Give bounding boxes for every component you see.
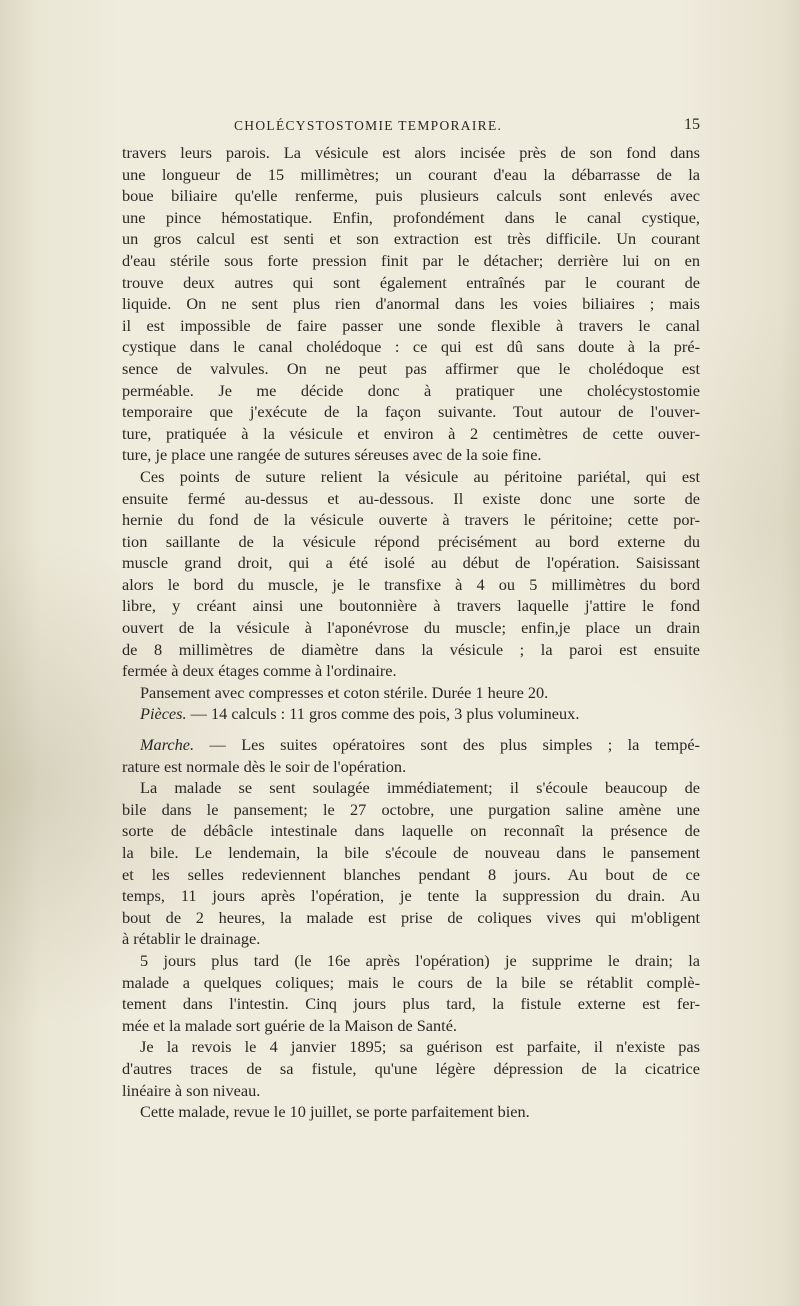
text-line: perméable. Je me décide donc à pratiquer une cholécystostomie bbox=[122, 380, 700, 400]
pieces-label: Pièces. bbox=[140, 704, 187, 724]
text-line: malade a quelques coliques; mais le cours de la bile se rétablit complè- bbox=[122, 972, 700, 992]
text-line: La malade se sent soulagée immédiatement; il s'écoule beaucoup de bbox=[140, 778, 700, 798]
text-line: un gros calcul est senti et son extraction est très difficile. Un courant bbox=[122, 229, 700, 249]
text-line: sorte de débâcle intestinale dans laquelle on reconnaît la présence de bbox=[122, 821, 700, 841]
text-line: boue biliaire qu'elle renferme, puis plusieurs calculs sont enlevés avec bbox=[122, 186, 700, 206]
text-line: et les selles redeviennent blanches pendant 8 jours. Au bout de ce bbox=[122, 864, 700, 884]
text-line: bile dans le pansement; le 27 octobre, une purgation saline amène une bbox=[122, 799, 700, 819]
text-line: Je la revois le 4 janvier 1895; sa guérison est parfaite, il n'existe pas bbox=[140, 1037, 700, 1057]
paragraph-gap bbox=[122, 725, 700, 734]
page-header bbox=[122, 116, 700, 138]
text-line: tion saillante de la vésicule répond précisément au bord externe du bbox=[122, 531, 700, 551]
text-line: il est impossible de faire passer une sonde flexible à travers le canal bbox=[122, 315, 700, 335]
text-line: mée et la malade sort guérie de la Maison de Santé. bbox=[122, 1015, 457, 1035]
text-line: Cette malade, revue le 10 juillet, se porte parfaitement bien. bbox=[140, 1102, 530, 1122]
text-line: d'eau stérile sous forte pression finit par le détacher; derrière lui on en bbox=[122, 250, 700, 270]
text-line: cystique dans le canal cholédoque : ce qui est dû sans doute à la pré- bbox=[122, 337, 700, 357]
page-number: 15 bbox=[684, 116, 700, 133]
text-line: alors le bord du muscle, je le transfixe à 4 ou 5 millimètres du bord bbox=[122, 574, 700, 594]
text-line: muscle grand droit, qui a été isolé au début de l'opération. Saisissant bbox=[122, 553, 700, 573]
text-line: une longueur de 15 millimètres; un courant d'eau la débarrasse de la bbox=[122, 164, 700, 184]
text-line: sence de valvules. On ne peut pas affirmer que le cholédoque est bbox=[122, 358, 700, 378]
paragraph-operation bbox=[122, 142, 700, 725]
text-line: liquide. On ne sent plus rien d'anormal dans les voies biliaires ; mais bbox=[122, 294, 700, 314]
text-line: d'autres traces de sa fistule, qu'une légère dépression de la cicatrice bbox=[122, 1058, 700, 1078]
body-text bbox=[122, 142, 700, 1123]
text-line: Pansement avec compresses et coton stérile. Durée 1 heure 20. bbox=[140, 682, 549, 702]
running-title: CHOLÉCYSTOSTOMIE TEMPORAIRE. bbox=[234, 118, 503, 133]
marche-text: — Les suites opératoires sont des plus simples ; la tempé- bbox=[209, 735, 700, 755]
text-line: de 8 millimètres de diamètre dans la vésicule ; la paroi est ensuite bbox=[122, 639, 700, 659]
text-line: Ces points de suture relient la vésicule au péritoine pariétal, qui est bbox=[140, 466, 700, 486]
text-line: 5 jours plus tard (le 16e après l'opération) je supprime le drain; la bbox=[140, 950, 700, 970]
text-line: ture, je place une rangée de sutures séreuses avec de la soie fine. bbox=[122, 445, 542, 465]
text-line: linéaire à son niveau. bbox=[122, 1080, 261, 1100]
pieces-line bbox=[122, 703, 700, 725]
text-line: temporaire que j'exécute de la façon suivante. Tout autour de l'ouver- bbox=[122, 402, 700, 422]
text-line: libre, y créant ainsi une boutonnière à travers laquelle j'attire le fond bbox=[122, 596, 700, 616]
text-line: ture, pratiquée à la vésicule et environ à 2 centimètres de cette ouver- bbox=[122, 423, 700, 443]
marche-label: Marche. bbox=[140, 735, 195, 755]
text-line: la bile. Le lendemain, la bile s'écoule de nouveau dans le pansement bbox=[122, 843, 700, 862]
text-line: hernie du fond de la vésicule ouverte à travers le péritoine; cette por- bbox=[122, 510, 700, 530]
pieces-text: — 14 calculs : 11 gros comme des pois, 3 plus volumineux. bbox=[190, 704, 580, 724]
text-line: ouvert de la vésicule à l'aponévrose du muscle; enfin,je place un drain bbox=[122, 618, 700, 638]
text-line: travers leurs parois. La vésicule est alors incisée près de son fond dans bbox=[122, 143, 700, 162]
text-line: ensuite fermé au-dessus et au-dessous. Il existe donc une sorte de bbox=[122, 488, 700, 508]
text-line: tement dans l'intestin. Cinq jours plus tard, la fistule externe est fer- bbox=[122, 994, 700, 1014]
text-line: à rétablir le drainage. bbox=[122, 929, 261, 949]
text-line: rature est normale dès le soir de l'opération. bbox=[122, 756, 407, 776]
marche-line bbox=[122, 734, 700, 756]
text-line: trouve deux autres qui sont également entraînés par le courant de bbox=[122, 272, 700, 292]
text-line: temps, 11 jours après l'opération, je tente la suppression du drain. Au bbox=[122, 886, 700, 906]
paragraph-marche bbox=[122, 734, 700, 1123]
text-line: une pince hémostatique. Enfin, profondément dans le canal cystique, bbox=[122, 207, 700, 227]
text-line: fermée à deux étages comme à l'ordinaire. bbox=[122, 661, 397, 681]
text-line: bout de 2 heures, la malade est prise de coliques vives qui m'obligent bbox=[122, 907, 700, 927]
